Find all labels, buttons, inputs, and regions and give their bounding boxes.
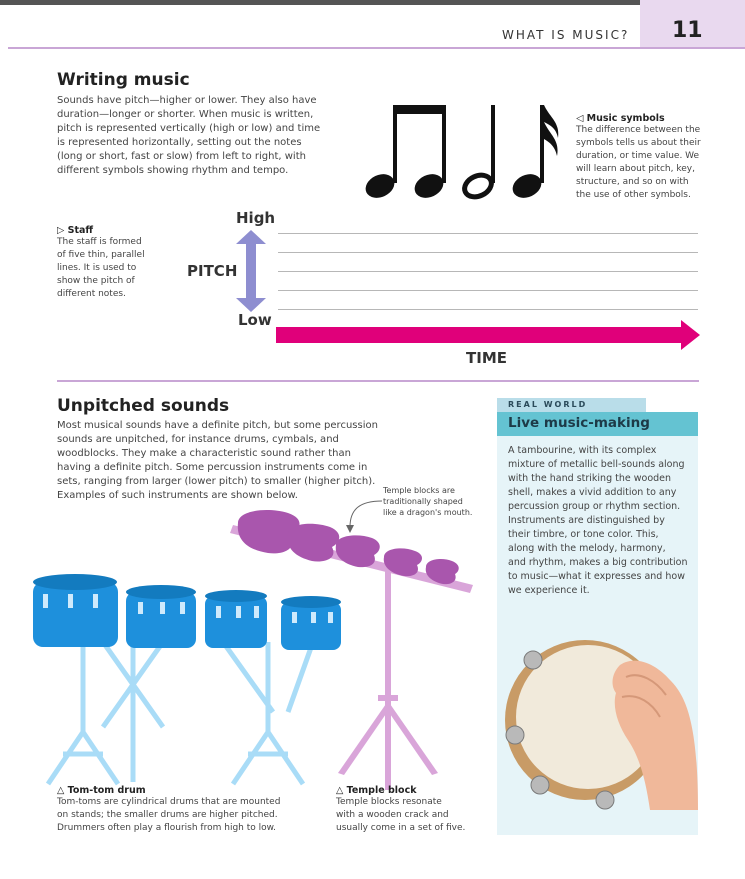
staff-line: [278, 252, 698, 253]
tambourine-jingle: [531, 776, 549, 794]
left-triangle-icon: ◁: [576, 113, 587, 124]
half-note-stem: [491, 105, 495, 183]
real-world-body: A tambourine, with its complex mixture of metallic bell-sounds along with the hand striking the wooden shell, makes a vivid addition to any percussion group or rhythm section. Instruments are distinguished by their timbre, or tone color. This, along with the melody, harmony, and rhythm, makes a big contribution to music—what it expresses and how we experience it.: [508, 445, 688, 596]
time-arrow: [276, 320, 700, 350]
writing-music-body: Sounds have pitch—higher or lower. They also have duration—longer or shorter. When music is written, pitch is represented vertically (high or low) and time is represented horizontally, setting out the notes (long or short, fast or slow) from left to right, with different symbols showing rhythm and tempo.: [57, 95, 321, 176]
real-world-label: REAL WORLD: [508, 400, 588, 409]
staff-caption: ▷ Staff The staff is formed of five thin, parallel lines. It is used to show the pitch of different notes.: [57, 225, 145, 299]
tom-tom-drum: [33, 582, 118, 647]
half-note-head: [461, 171, 495, 201]
sixteenth-note-stem: [540, 105, 544, 183]
tambourine-photo: [500, 625, 698, 810]
right-triangle-icon: ▷: [57, 225, 68, 236]
eighth-note-head: [362, 170, 398, 203]
tom-tom-drum: [281, 602, 341, 650]
tom-tom-caption: △ Tom-tom drum Tom-toms are cylindrical drums that are mounted on stands; the smaller drums are higher pitched. Drummers often play a flourish from high to low.: [57, 785, 281, 833]
temple-block: [288, 524, 340, 562]
sixteenth-note-head: [509, 170, 545, 203]
header-rule: [8, 47, 745, 49]
unpitched-sounds-heading: Unpitched sounds: [57, 396, 230, 416]
high-label: High: [236, 209, 276, 227]
staff-line: [278, 233, 698, 234]
temple-block-caption: △ Temple block Temple blocks resonate with a wooden crack and usually come in a set of five.: [336, 785, 466, 833]
section-divider: [57, 380, 699, 382]
staff-line: [278, 309, 698, 310]
staff-line: [278, 271, 698, 272]
tom-tom-drum: [126, 592, 196, 648]
temple-block: [336, 535, 380, 567]
low-label: Low: [238, 311, 272, 329]
real-world-title: Live music-making: [508, 415, 650, 431]
tambourine-jingle: [596, 791, 614, 809]
tom-tom-drum: [205, 596, 267, 648]
page-number: 11: [672, 18, 703, 43]
tambourine-jingle: [524, 651, 542, 669]
writing-music-heading: Writing music: [57, 70, 190, 90]
running-title: WHAT IS MUSIC?: [502, 28, 630, 42]
up-triangle-icon: △: [336, 785, 347, 796]
tom-tom-drums-illustration: [28, 572, 348, 794]
music-symbols-caption: ◁ Music symbols The difference between the symbols tells us about their duration, or time value. We will learn about pitch, key, structure, and so on with the use of other symbols.: [576, 113, 701, 200]
staff-line: [278, 290, 698, 291]
eighth-note-head: [411, 170, 447, 203]
unpitched-sounds-body: Most musical sounds have a definite pitch, but some percussion sounds are unpitched, for instance drums, cymbals, and woodblocks. They make a characteristic sound rather than having a definite pitch. Some percussion instruments come in sets, ranging from larger (lower pitch) to smaller (higher pitch). Examples of such instruments are shown below.: [57, 420, 378, 501]
eighth-note-beam: [393, 105, 446, 114]
time-label: TIME: [466, 349, 507, 367]
pitch-label: PITCH: [187, 262, 238, 280]
up-triangle-icon: △: [57, 785, 68, 796]
music-notes-illustration: [360, 100, 560, 205]
pitch-arrow: [236, 230, 266, 312]
temple-blocks-note: Temple blocks are traditionally shaped like a dragon's mouth.: [383, 486, 473, 517]
top-border: [0, 0, 745, 5]
tambourine-jingle: [506, 726, 524, 744]
